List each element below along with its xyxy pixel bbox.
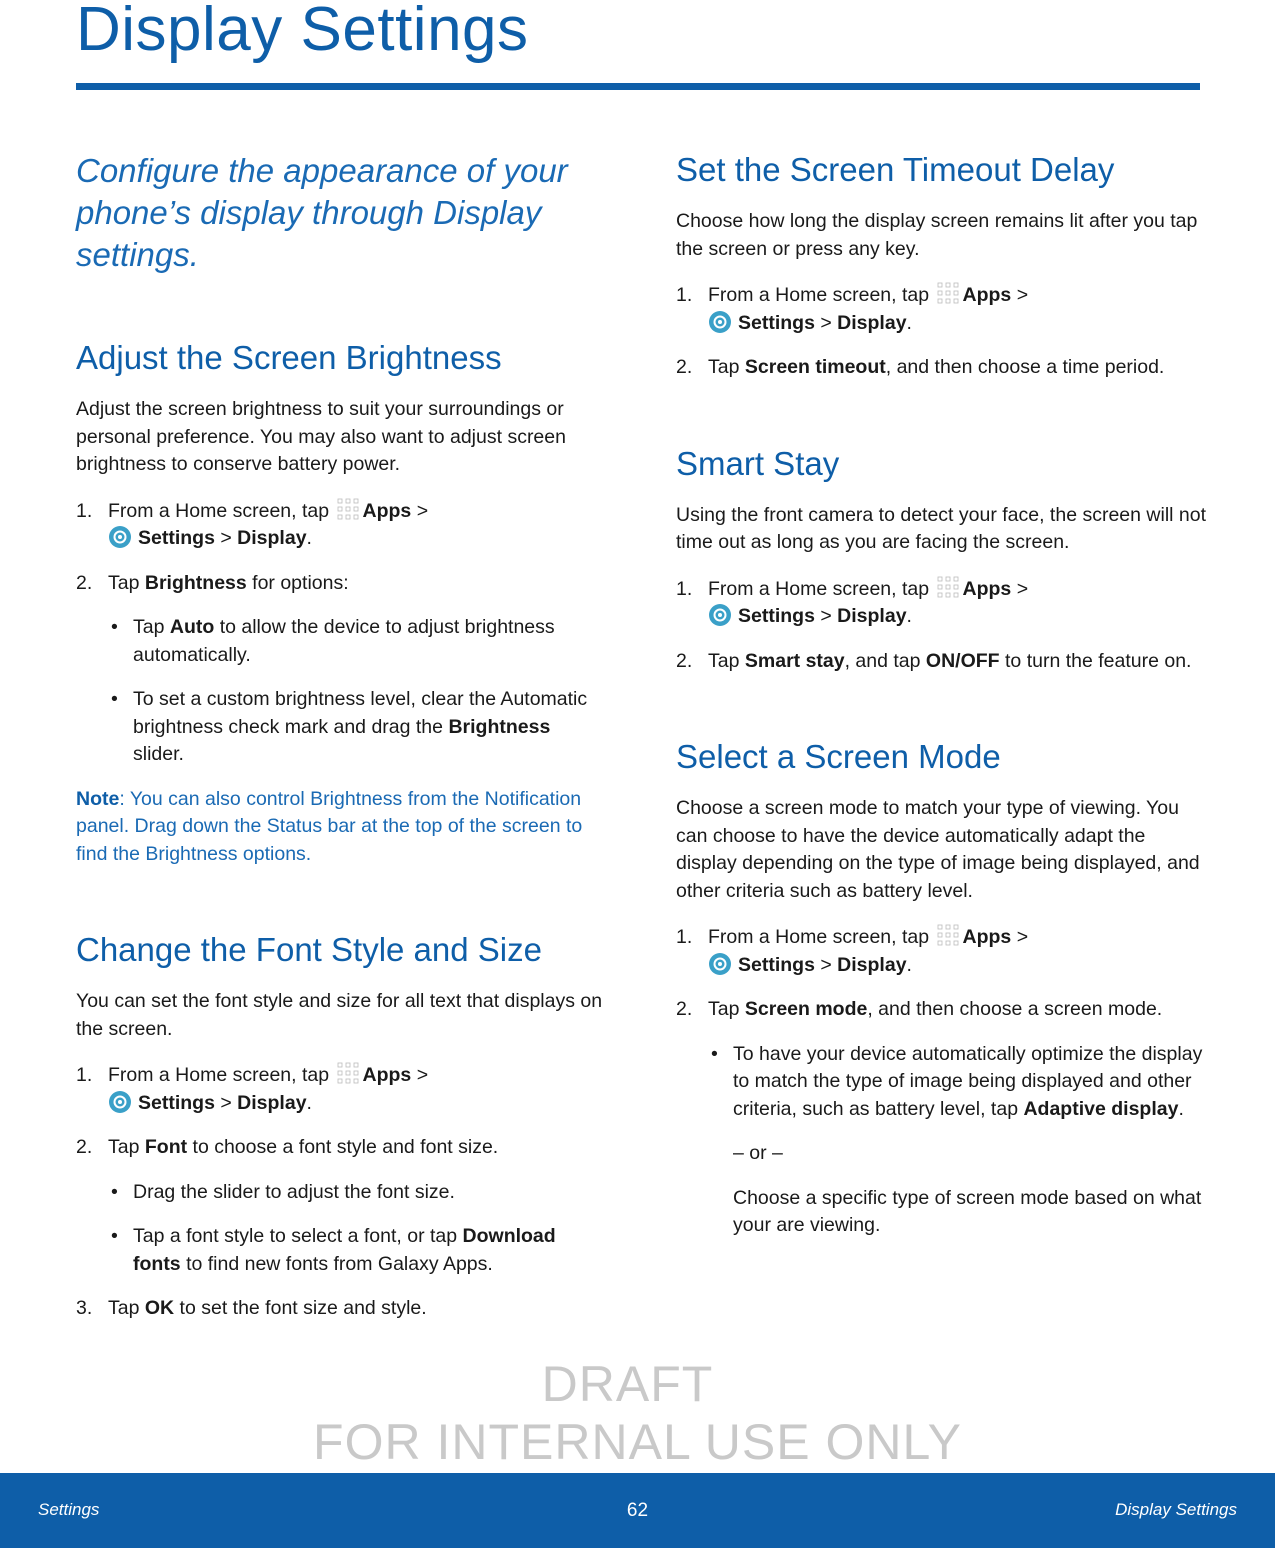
mode-option-specific: Choose a specific type of screen mode based on what your are viewing. (733, 1186, 1202, 1236)
brightness-option-auto: • Tap Auto to allow the device to adjust brightness automatically. (108, 614, 606, 669)
apps-icon (937, 282, 959, 304)
settings-icon (708, 952, 732, 976)
footer-section: Display Settings (1115, 1500, 1237, 1519)
font-heading: Change the Font Style and Size (76, 931, 542, 968)
mode-heading: Select a Screen Mode (676, 738, 1001, 775)
mode-step-1: 1. From a Home screen, tap Apps > Settings > Display. (676, 926, 1029, 976)
left-column (76, 150, 606, 1385)
brightness-option-custom: • To set a custom brightness level, clear the Automatic brightness check mark and drag the Brightness slider. (108, 686, 606, 769)
apps-icon (937, 924, 959, 946)
section-brightness (76, 338, 606, 868)
brightness-options (108, 614, 606, 769)
smart-step-1: 1. From a Home screen, tap Apps > Settings > Display. (676, 577, 1029, 627)
brightness-step-2: 2. Tap Brightness for options: • Tap Auto to allow the device to adjust brightness automatically. • To set a custom brightness level, clear the Automatic brightness check mark and drag the Brightness slider. (76, 570, 606, 769)
smart-heading: Smart Stay (676, 444, 840, 482)
apps-icon (337, 1062, 359, 1084)
mode-desc: Choose a screen mode to match your type of viewing. You can choose to have the device automatically adapt the display depending on the type of image being displayed, and other criteria such as battery level. (676, 797, 1200, 902)
section-font (76, 930, 606, 1323)
font-option-slider: • Drag the slider to adjust the font size. (108, 1179, 606, 1207)
brightness-step-1: 1. From a Home screen, tap Apps > Settings > Display. (76, 499, 429, 549)
font-step-3: 3. Tap OK to set the font size and style. (76, 1297, 427, 1319)
timeout-step-2: 2. Tap Screen timeout, and then choose a time period. (676, 356, 1165, 378)
brightness-desc: Adjust the screen brightness to suit your surroundings or personal preference. You may also want to adjust screen brightness to conserve battery power. (76, 398, 566, 475)
smart-steps (676, 576, 1206, 676)
mode-steps (676, 924, 1206, 1240)
timeout-steps (676, 282, 1206, 382)
mode-options (708, 1041, 1206, 1240)
font-option-style: • Tap a font style to select a font, or tap Download fonts to find new fonts from Galaxy Apps. (108, 1223, 606, 1278)
font-step-1: 1. From a Home screen, tap Apps > Settings > Display. (76, 1064, 429, 1114)
settings-icon (708, 310, 732, 334)
mode-or-separator: – or – (733, 1142, 783, 1164)
smart-step-2: 2. Tap Smart stay, and tap ON/OFF to turn the feature on. (676, 649, 1192, 672)
right-column (676, 150, 1206, 1302)
brightness-heading: Adjust the Screen Brightness (76, 339, 502, 376)
watermark-internal: FOR INTERNAL USE ONLY (313, 1414, 962, 1470)
page-title: Display Settings (76, 0, 529, 64)
brightness-steps (76, 498, 606, 769)
page-footer (0, 1473, 1275, 1548)
intro-text: Configure the appearance of your phone’s display through Display settings. (76, 152, 568, 273)
watermark-draft: DRAFT (541, 1356, 714, 1412)
font-desc: You can set the font style and size for all text that displays on the screen. (76, 990, 603, 1040)
font-step-2: 2. Tap Font to choose a font style and font size. • Drag the slider to adjust the font size. • Tap a font style to select a font, or tap Download fonts to find new fonts from Galaxy Apps. (76, 1134, 606, 1278)
settings-icon (108, 525, 132, 549)
title-divider (76, 83, 1200, 90)
font-options (108, 1179, 606, 1279)
section-timeout (676, 150, 1206, 382)
apps-icon (337, 498, 359, 520)
mode-step-2: 2. Tap Screen mode, and then choose a screen mode. • To have your device automatically optimize the display to match the type of image being displayed and other criteria, such as battery level, tap Adaptive display. – or – Choose a specific type of screen mode based on what your are viewing. (676, 996, 1206, 1240)
smart-desc: Using the front camera to detect your face, the screen will not time out as long as you are facing the screen. (676, 503, 1207, 553)
mode-option-adaptive: • To have your device automatically optimize the display to match the type of image being displayed and other criteria, such as battery level, tap Adaptive display. (708, 1041, 1206, 1124)
timeout-heading: Set the Screen Timeout Delay (676, 151, 1115, 188)
section-screen-mode (676, 737, 1206, 1240)
footer-chapter: Settings (38, 1500, 100, 1519)
brightness-note: Note: You can also control Brightness from the Notification panel. Drag down the Status bar at the top of the screen to find the Brightness options. (76, 787, 583, 865)
timeout-step-1: 1. From a Home screen, tap Apps > Settings > Display. (676, 284, 1029, 334)
apps-icon (937, 576, 959, 598)
font-steps (76, 1062, 606, 1323)
section-smart-stay (676, 444, 1206, 676)
footer-page-number: 62 (626, 1500, 649, 1521)
settings-icon (708, 603, 732, 627)
settings-icon (108, 1090, 132, 1114)
timeout-desc: Choose how long the display screen remains lit after you tap the screen or press any key. (676, 210, 1198, 260)
